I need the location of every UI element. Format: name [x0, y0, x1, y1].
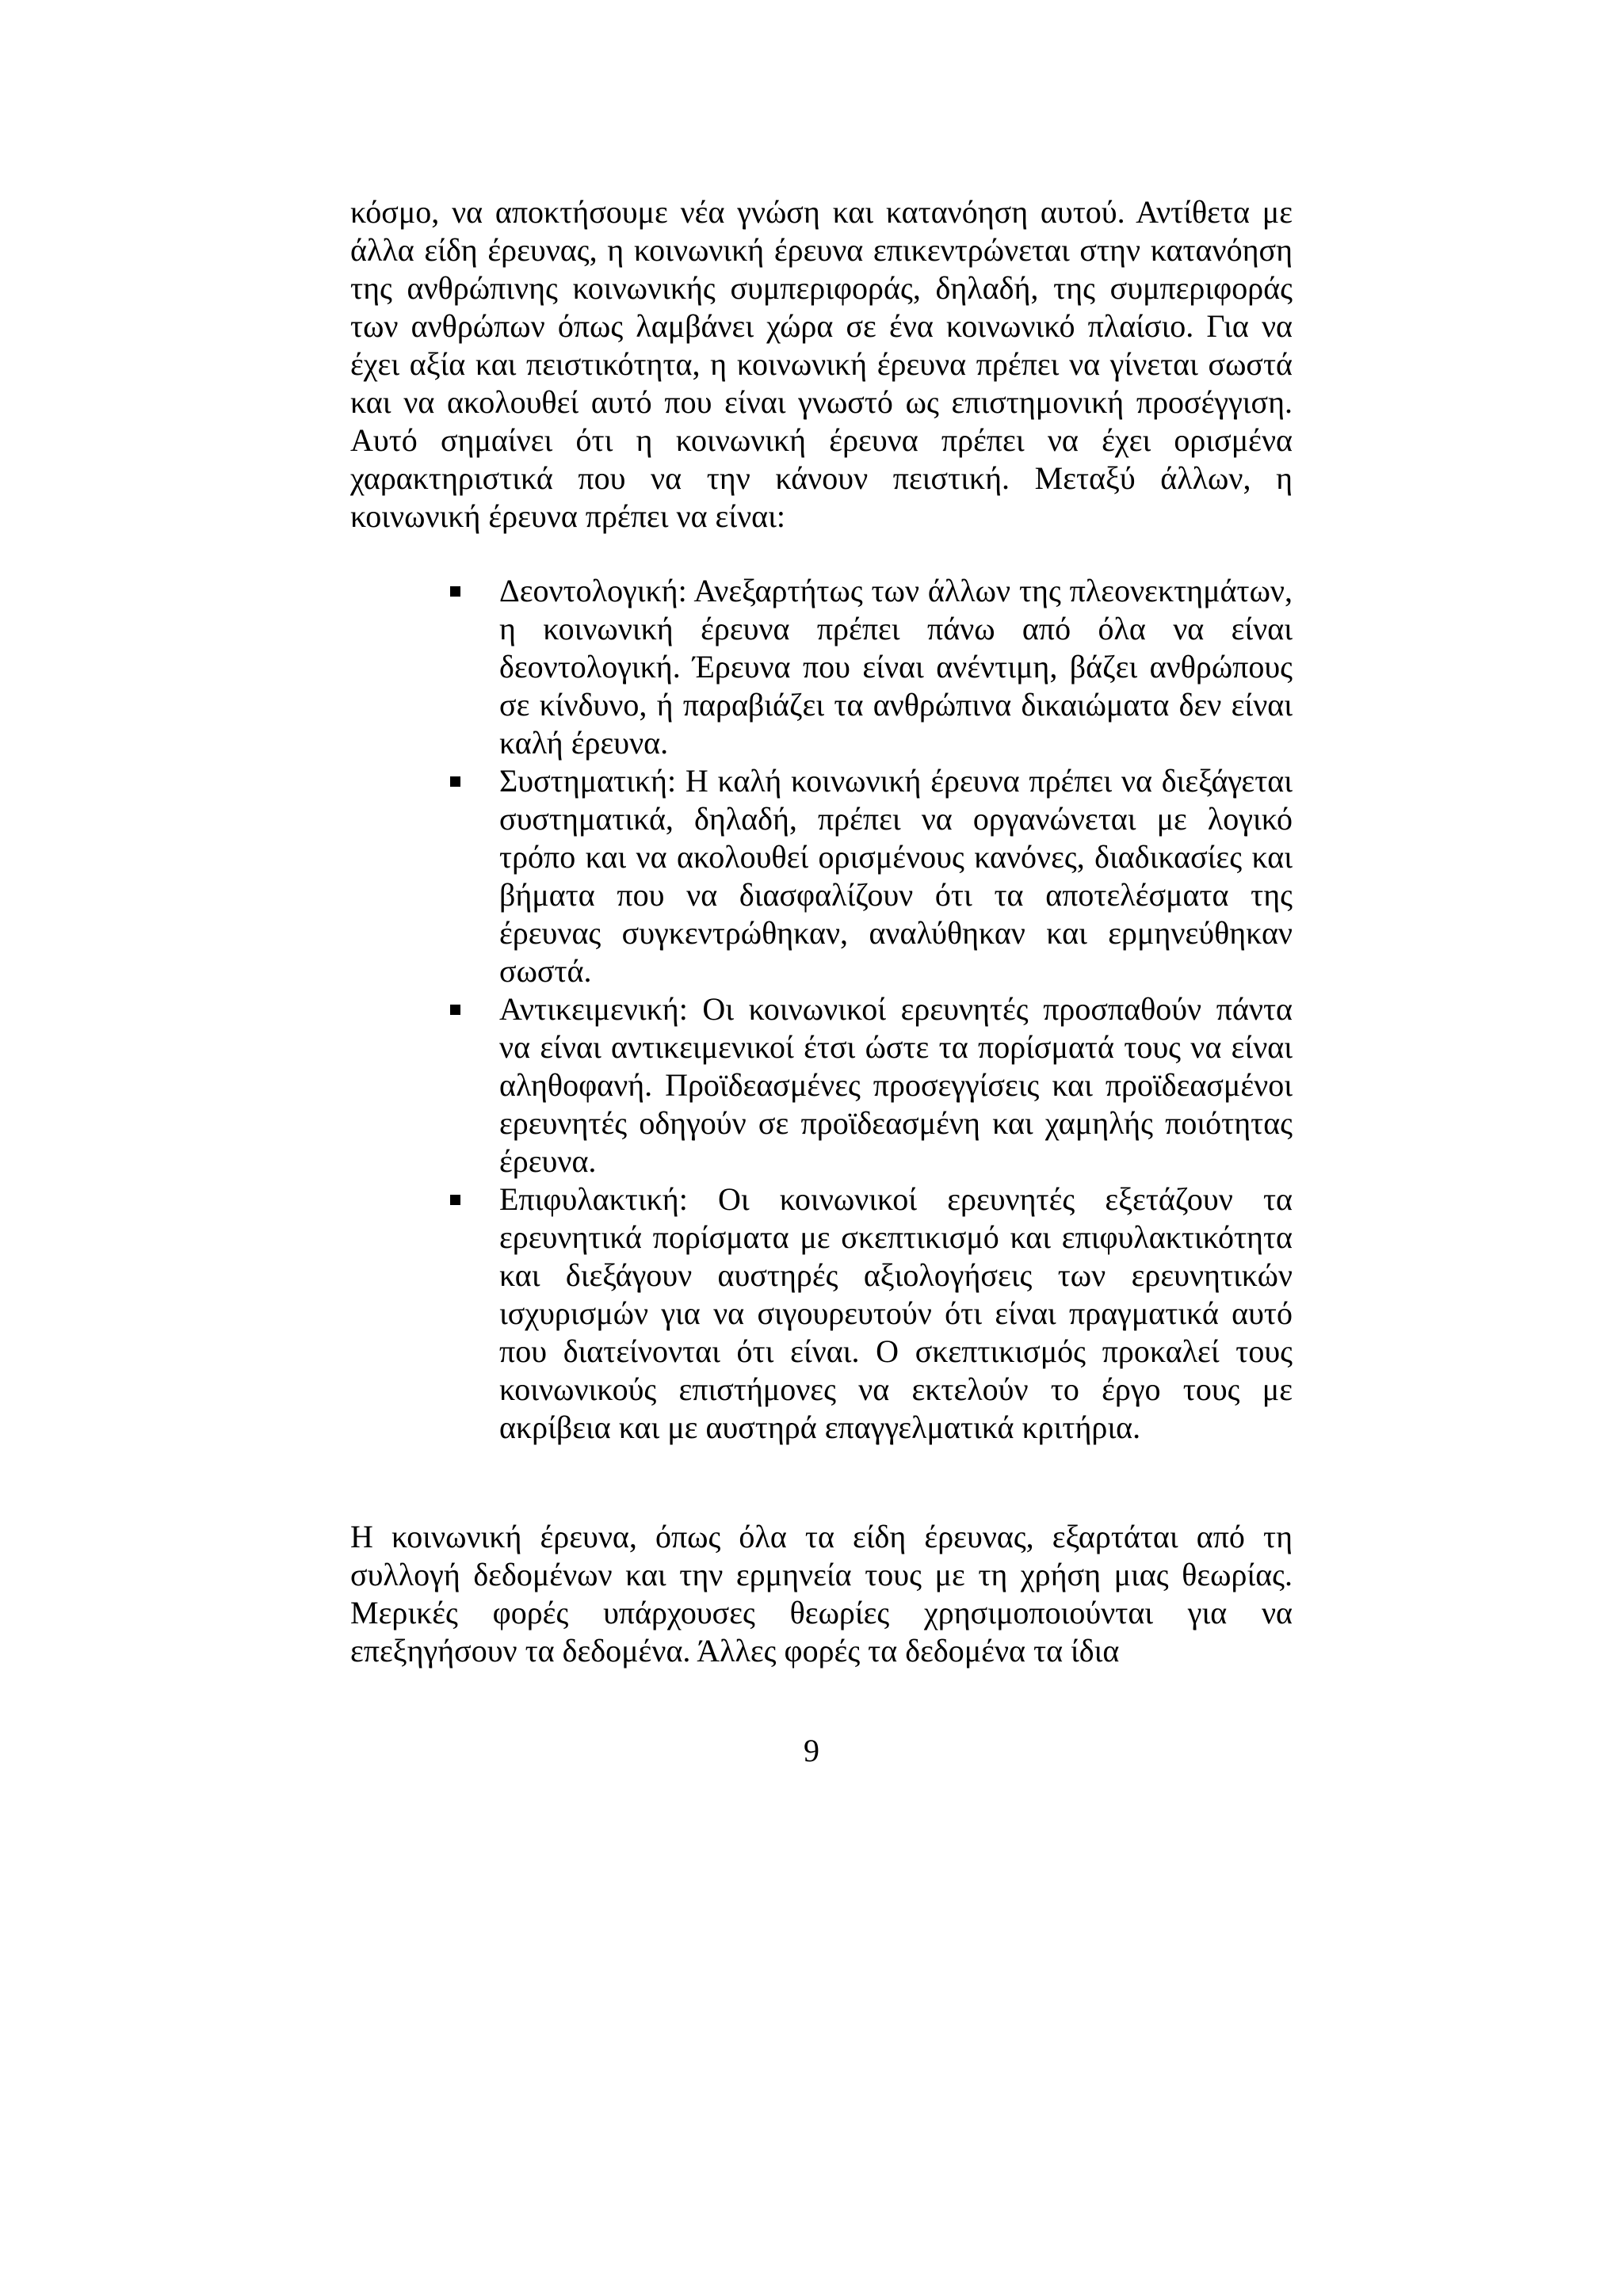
- page-number: 9: [804, 1733, 819, 1768]
- square-bullet-icon: [450, 1005, 460, 1015]
- list-item-text: Συστηματική: Η καλή κοινωνική έρευνα πρέπει να διεξάγεται συστηματικά, δηλαδή, πρέπει να οργανώνεται με λογικό τρόπο και να ακολουθεί ορισμένους κανόνες, διαδικασίες και βήματα που να διασφαλίζουν ότι τα αποτελέσματα της έρευνας συγκεντρώθηκαν, αναλύθηκαν και ερμηνεύθηκαν σωστά.: [499, 763, 1293, 989]
- list-item-text: Αντικειμενική: Οι κοινωνικοί ερευνητές προσπαθούν πάντα να είναι αντικειμενικοί έτσι ώστε τα πορίσματά τους να είναι αληθοφανή. Προϊδεασμένες προσεγγίσεις και προϊδεασμένοι ερευνητές οδηγούν σε προϊδεασμένη και χαμηλής ποιότητας έρευνα.: [499, 991, 1293, 1179]
- list-item: [450, 762, 1293, 990]
- list-item: [450, 990, 1293, 1180]
- characteristics-list: [450, 572, 1293, 1447]
- list-item-text: Επιφυλακτική: Οι κοινωνικοί ερευνητές εξετάζουν τα ερευνητικά πορίσματα με σκεπτικισμό και επιφυλακτικότητα και διεξάγουν αυστηρές αξιολογήσεις των ερευνητικών ισχυρισμών για να σιγουρευτούν ότι είναι πραγματικά αυτό που διατείνονται ότι είναι. Ο σκεπτικισμός προκαλεί τους κοινωνικούς επιστήμονες να εκτελούν το έργο τους με ακρίβεια και με αυστηρά επαγγελματικά κριτήρια.: [499, 1181, 1293, 1445]
- square-bullet-icon: [450, 1195, 460, 1205]
- list-item-text: Δεοντολογική: Ανεξαρτήτως των άλλων της πλεονεκτημάτων, η κοινωνική έρευνα πρέπει πάνω από όλα να είναι δεοντολογική. Έρευνα που είναι ανέντιμη, βάζει ανθρώπους σε κίνδυνο, ή παραβιάζει τα ανθρώπινα δικαιώματα δεν είναι καλή έρευνα.: [499, 573, 1293, 761]
- list-item: [450, 1180, 1293, 1447]
- square-bullet-icon: [450, 586, 460, 597]
- square-bullet-icon: [450, 776, 460, 787]
- intro-paragraph: κόσμο, να αποκτήσουμε νέα γνώση και κατανόηση αυτού. Αντίθετα με άλλα είδη έρευνας, η κοινωνική έρευνα επικεντρώνεται στην κατανόηση της ανθρώπινης κοινωνικής συμπεριφοράς, δηλαδή, της συμπεριφοράς των ανθρώπων όπως λαμβάνει χώρα σε ένα κοινωνικό πλαίσιο. Για να έχει αξία και πειστικότητα, η κοινωνική έρευνα πρέπει να γίνεται σωστά και να ακολουθεί αυτό που είναι γνωστό ως επιστημονική προσέγγιση. Αυτό σημαίνει ότι η κοινωνική έρευνα πρέπει να έχει ορισμένα χαρακτηριστικά που να την κάνουν πειστική. Μεταξύ άλλων, η κοινωνική έρευνα πρέπει να είναι:: [350, 194, 1293, 534]
- closing-paragraph: Η κοινωνική έρευνα, όπως όλα τα είδη έρευνας, εξαρτάται από τη συλλογή δεδομένων και την ερμηνεία τους με τη χρήση μιας θεωρίας. Μερικές φορές υπάρχουσες θεωρίες χρησιμοποιούνται για να επεξηγήσουν τα δεδομένα. Άλλες φορές τα δεδομένα τα ίδια: [350, 1519, 1293, 1669]
- list-item: [450, 572, 1293, 762]
